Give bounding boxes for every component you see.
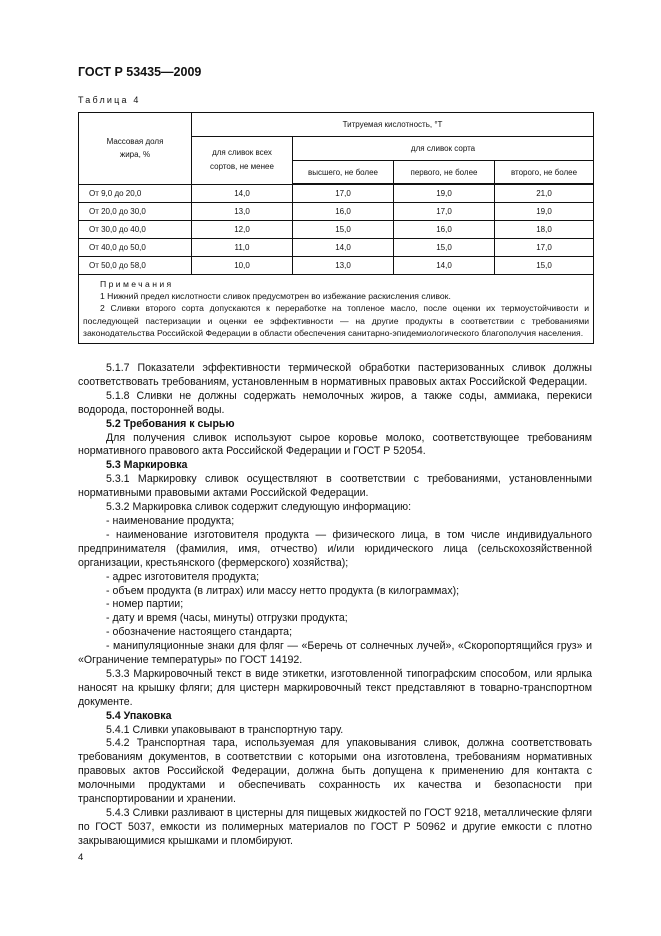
clause-5-2: Для получения сливок используют сырое коровье молоко, соответствующее требованиям нормативного правового акта Российской Федерации и ГОСТ Р 52054. xyxy=(78,431,592,458)
header-titratable-acidity: Титруемая кислотность, °T xyxy=(192,113,594,137)
acidity-table xyxy=(78,112,594,344)
table-row xyxy=(79,203,594,221)
cell-top: 17,0 xyxy=(293,184,394,203)
cell-first: 17,0 xyxy=(394,203,495,221)
clause-5-4-1: 5.4.1 Сливки упаковывают в транспортную тару. xyxy=(106,723,344,736)
note-1: 1 Нижний предел кислотности сливок предусмотрен во избежание раскисления сливок. xyxy=(100,291,451,302)
cell-second: 19,0 xyxy=(495,203,594,221)
cell-range: От 20,0 до 30,0 xyxy=(79,203,192,221)
header-grade-second: второго, не более xyxy=(495,161,594,185)
note-2: 2 Сливки второго сорта допускаются к переработке на топленое масло, после оценки их термоустойчивости и последующей пастеризации и оценки ее эффективности — на другие продукты в соответствии с требованиями законодательства Российской Федерации в области обеспечения санитарно-эпидемиологического благополучия населения. xyxy=(83,303,590,338)
header-fat-share: Массовая доля жира, % xyxy=(79,113,192,185)
cell-top: 14,0 xyxy=(293,239,394,257)
cell-first: 15,0 xyxy=(394,239,495,257)
cell-range: От 40,0 до 50,0 xyxy=(79,239,192,257)
list-item: - наименование продукта; xyxy=(106,514,235,527)
cell-all: 13,0 xyxy=(192,203,293,221)
clause-5-4-2: 5.4.2 Транспортная тара, используемая для упаковывания сливок, должна соответствовать требованиям документов, в соответствии с которыми она изготовлена, требованиям нормативных правовых актов Российской Федерации, должна быть допущена к применению для контакта с молочными продуктами и обеспечивать сохранность их качества и безопасности при транспортировании и хранении. xyxy=(78,737,592,806)
list-item: - манипуляционные знаки для фляг — «Беречь от солнечных лучей», «Скоропортящийся груз» и «Ограничение температуры» по ГОСТ 14192. xyxy=(78,640,592,667)
table-caption: Таблица 4 xyxy=(78,95,141,105)
header-all-grades: для сливок всех сортов, не менее xyxy=(192,137,293,185)
table-notes xyxy=(79,275,594,344)
notes-title: Примечания xyxy=(100,279,174,289)
cell-all: 11,0 xyxy=(192,239,293,257)
cell-range: От 30,0 до 40,0 xyxy=(79,221,192,239)
cell-range: От 50,0 до 58,0 xyxy=(79,257,192,275)
cell-all: 12,0 xyxy=(192,221,293,239)
document-body xyxy=(78,362,592,849)
clause-5-1-7: 5.1.7 Показатели эффективности термической обработки пастеризованных сливок должны соответствовать требованиям, установленным в нормативных правовых актах Российской Федерации. xyxy=(78,362,592,388)
table-row xyxy=(79,184,594,203)
clause-5-1-8: 5.1.8 Сливки не должны содержать немолочных жиров, а также соды, аммиака, перекиси водорода, посторонней воды. xyxy=(78,389,592,416)
header-grade-first: первого, не более xyxy=(394,161,495,185)
cell-second: 18,0 xyxy=(495,221,594,239)
cell-top: 15,0 xyxy=(293,221,394,239)
page-number: 4 xyxy=(78,852,84,863)
clause-5-3-3: 5.3.3 Маркировочный текст в виде этикетки, изготовленной типографским способом, или ярлыка наносят на крышку фляги; для цистерн маркировочный текст представляют в товарно-транспортном документе. xyxy=(78,667,592,708)
list-item: - наименование изготовителя продукта — физического лица, в том числе индивидуального предпринимателя (фамилия, имя, отчество) и/или юридического лица (сельскохозяйственной организации, крестьянского (фермерского) хозяйства); xyxy=(78,528,592,569)
section-heading-5-2: 5.2 Требования к сырью xyxy=(106,417,235,430)
table-row xyxy=(79,221,594,239)
cell-top: 13,0 xyxy=(293,257,394,275)
list-item: - объем продукта (в литрах) или массу нетто продукта (в килограммах); xyxy=(106,584,460,597)
header-by-grade: для сливок сорта xyxy=(293,137,594,161)
cell-range: От 9,0 до 20,0 xyxy=(79,184,192,203)
cell-all: 14,0 xyxy=(192,184,293,203)
cell-first: 16,0 xyxy=(394,221,495,239)
list-item: - дату и время (часы, минуты) отгрузки продукта; xyxy=(106,612,348,625)
cell-first: 14,0 xyxy=(394,257,495,275)
document-header: ГОСТ Р 53435—2009 xyxy=(78,65,202,79)
section-heading-5-4: 5.4 Упаковка xyxy=(106,709,172,722)
table-row xyxy=(79,257,594,275)
clause-5-3-2: 5.3.2 Маркировка сливок содержит следующую информацию: xyxy=(106,501,412,514)
header-grade-top: высшего, не более xyxy=(293,161,394,185)
list-item: - номер партии; xyxy=(106,598,184,611)
cell-second: 15,0 xyxy=(495,257,594,275)
cell-top: 16,0 xyxy=(293,203,394,221)
clause-5-4-3: 5.4.3 Сливки разливают в цистерны для пищевых жидкостей по ГОСТ 9218, металлические фляги по ГОСТ 5037, емкости из полимерных материалов по ГОСТ Р 50962 и другие емкости с плотно закрывающимися крышками и пломбируют. xyxy=(78,807,592,847)
cell-first: 19,0 xyxy=(394,184,495,203)
list-item: - обозначение настоящего стандарта; xyxy=(106,626,293,639)
cell-all: 10,0 xyxy=(192,257,293,275)
cell-second: 17,0 xyxy=(495,239,594,257)
clause-5-3-1: 5.3.1 Маркировку сливок осуществляют в соответствии с требованиями, установленными нормативными правовыми актами Российской Федерации. xyxy=(78,473,592,500)
section-heading-5-3: 5.3 Маркировка xyxy=(106,459,188,472)
list-item: - адрес изготовителя продукта; xyxy=(106,570,260,583)
cell-second: 21,0 xyxy=(495,184,594,203)
table-row xyxy=(79,239,594,257)
